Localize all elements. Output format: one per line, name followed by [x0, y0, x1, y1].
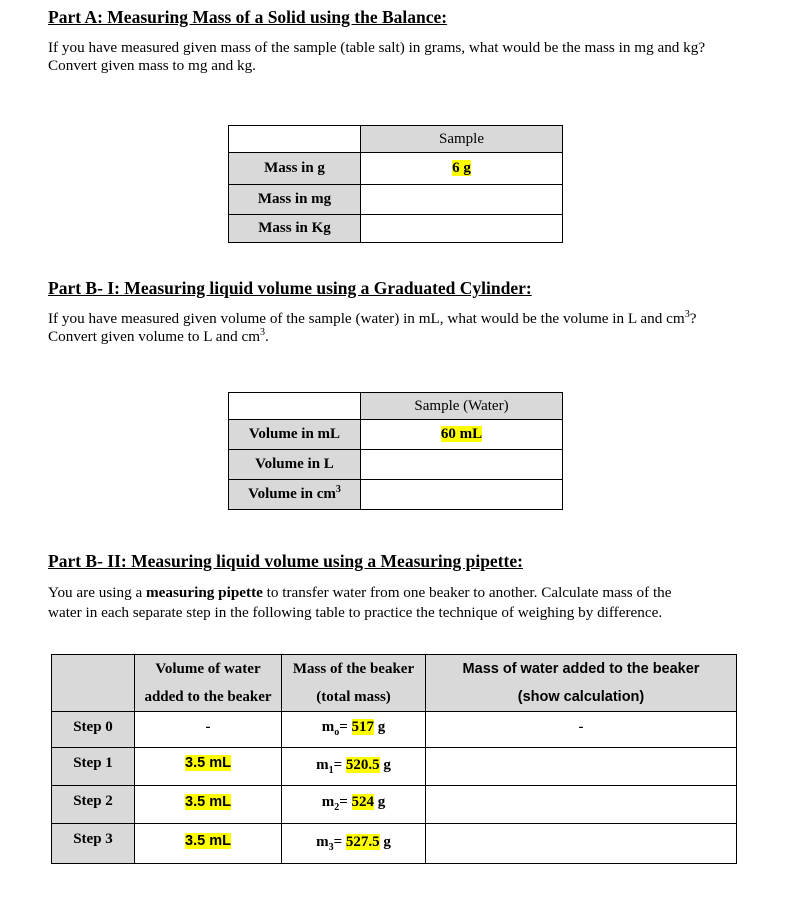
beaker-mass-header: Mass of the beaker (total mass): [282, 655, 426, 712]
volume-ml-value-highlight: 60 mL: [440, 426, 483, 442]
part-a-line-2: Convert given mass to mg and kg.: [48, 57, 256, 74]
volume-added-header: Volume of water added to the beaker: [135, 655, 282, 712]
step-2-label: Step 2: [52, 786, 135, 824]
mass-table-corner: [229, 126, 361, 153]
step-3-label: Step 3: [52, 824, 135, 864]
volume-ml-label: Volume in mL: [229, 420, 361, 450]
mass-table: [228, 125, 563, 243]
step-1-water-cell[interactable]: [426, 748, 737, 786]
step-1-mass: $m_1= 520.5$ g: [282, 748, 426, 786]
mass-kg-label: Mass in Kg: [229, 215, 361, 243]
part-b1-line-2: Convert given volume to L and $cm^3$.: [48, 326, 269, 345]
part-a-instructions: [48, 39, 705, 75]
step-0-label: Step 0: [52, 712, 135, 748]
step-0-water: -: [426, 712, 737, 748]
step-3-volume: 3.5 mL: [135, 824, 282, 864]
pipette-corner: [52, 655, 135, 712]
volume-l-cell[interactable]: [361, 450, 563, 480]
step-3-mass: $m_3= 527.5$ g: [282, 824, 426, 864]
step-1-volume: 3.5 mL: [135, 748, 282, 786]
part-b1-heading: Part B- I: Measuring liquid volume using a Graduated Cylinder:: [48, 278, 532, 298]
part-b2-heading: Part B- II: Measuring liquid volume using a Measuring pipette:: [48, 551, 523, 571]
mass-kg-cell[interactable]: [361, 215, 563, 243]
mass-mg-cell[interactable]: [361, 185, 563, 215]
volume-table-header: Sample (Water): [361, 393, 563, 420]
part-b2-line-2: water in each separate step in the following table to practice the technique of weighing by difference.: [48, 604, 663, 621]
mass-g-label: Mass in g: [229, 153, 361, 185]
part-b1-instructions: [48, 310, 696, 346]
pipette-table: [51, 654, 737, 864]
step-2-water-cell[interactable]: [426, 786, 737, 824]
step-0-volume: -: [135, 712, 282, 748]
volume-table-corner: [229, 393, 361, 420]
volume-cm3-label: Volume in $cm^3$: [229, 480, 361, 510]
part-a-heading: Part A: Measuring Mass of a Solid using the Balance:: [48, 7, 448, 27]
volume-ml-value: [361, 420, 563, 450]
volume-table: [228, 392, 563, 510]
volume-l-label: Volume in L: [229, 450, 361, 480]
part-b1-line-1: If you have measured given volume of the sample (water) in mL, what would be the volume in L and $cm^3$?: [48, 308, 697, 327]
step-1-label: Step 1: [52, 748, 135, 786]
water-mass-header: Mass of water added to the beaker (show calculation): [426, 655, 737, 712]
step-2-volume: 3.5 mL: [135, 786, 282, 824]
volume-cm3-cell[interactable]: [361, 480, 563, 510]
mass-g-value: [361, 153, 563, 185]
step-0-mass: $m_o= 517$ g: [282, 712, 426, 748]
part-a-line-1: If you have measured given mass of the sample (table salt) in grams, what would be the mass in mg and kg?: [48, 39, 706, 56]
part-b2-instructions: [48, 583, 672, 623]
mass-table-header: Sample: [361, 126, 563, 153]
mass-mg-label: Mass in mg: [229, 185, 361, 215]
part-b2-line-1: You are using a measuring pipette to transfer water from one beaker to another. Calculate mass of the: [48, 584, 672, 601]
mass-g-value-highlight: 6 g: [452, 160, 471, 176]
step-3-water-cell[interactable]: [426, 824, 737, 864]
step-2-mass: $m_2= 524$ g: [282, 786, 426, 824]
